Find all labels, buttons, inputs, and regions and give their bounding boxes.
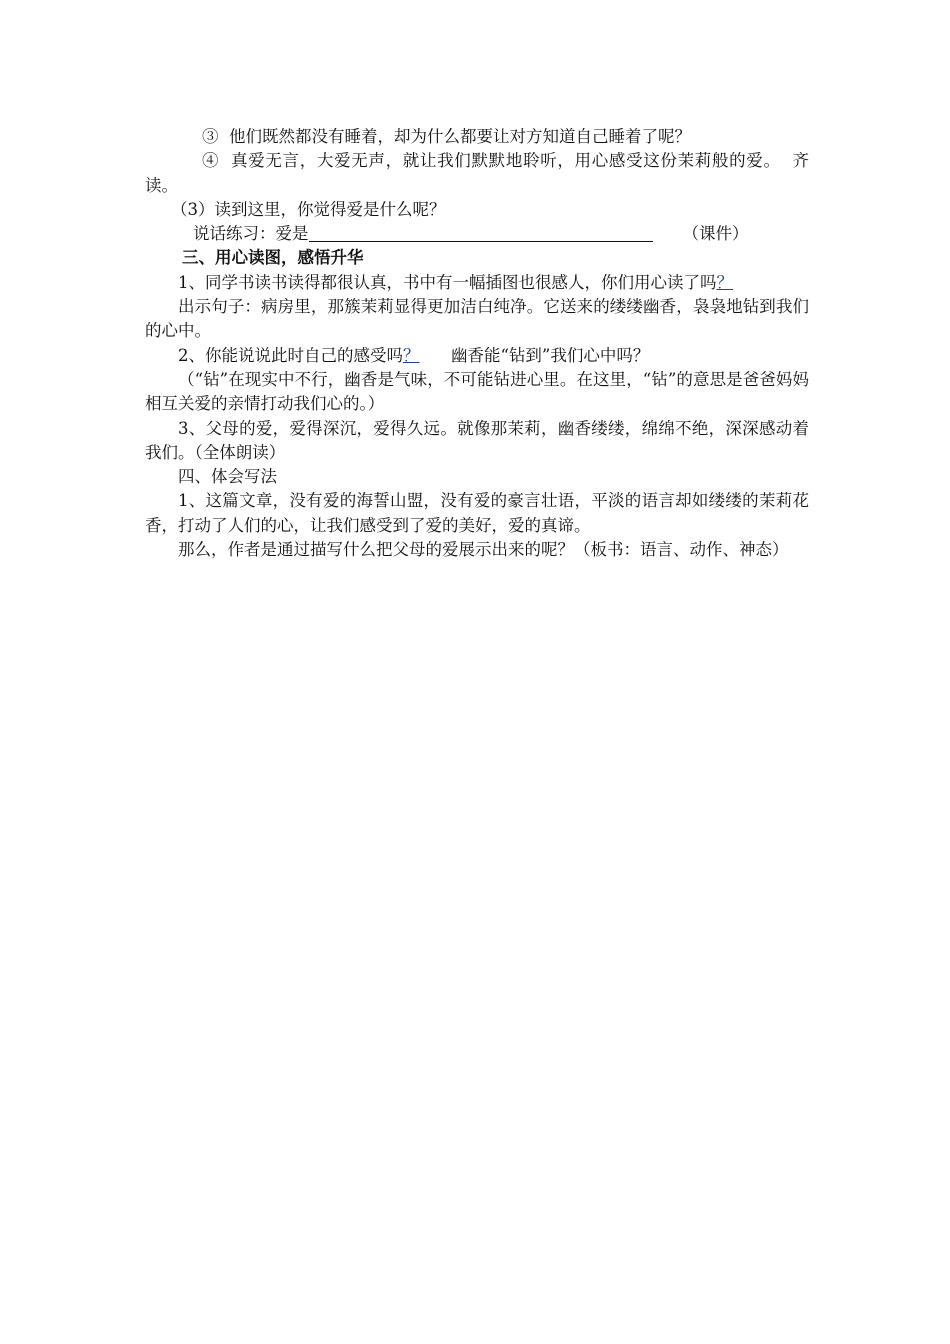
speaking-practice-label: 说话练习：爱是 (193, 224, 309, 244)
paragraph-2 (145, 344, 809, 368)
paragraph-4: 1、这篇文章，没有爱的海誓山盟，没有爱的豪言壮语，平淡的语言却如缕缕的茉莉花香，打动了人们的心，让我们感受到了爱的美好，爱的真谛。 (145, 491, 809, 535)
question-mark-link: ？ (716, 272, 733, 292)
courseware-note: （课件） (682, 224, 749, 244)
paragraph-quote: 出示句子：病房里，那簇茉莉显得更加洁白纯净。它送来的缕缕幽香，袅袅地钻到我们的心中。 (145, 297, 809, 341)
paragraph-1 (145, 271, 809, 295)
paragraph-2-question: 幽香能“钻到”我们心中吗？ (419, 345, 650, 365)
question-4-text: ④ 真爱无言，大爱无声，就让我们默默地聆听，用心感受这份茉莉般的爱。 齐读。 (145, 151, 809, 195)
question-3-line: ③ 他们既然都没有睡着，却为什么都要让对方知道自己睡着了呢？ (202, 127, 691, 146)
paragraph-explanation: （“钻”在现实中不行，幽香是气味，不可能钻进心里。在这里，“钻”的意思是爸爸妈妈相互关爱的亲情打动我们心的。） (145, 369, 809, 414)
document-body (145, 125, 809, 562)
question-4-paragraph (145, 149, 809, 198)
question-mark-link: ？ (403, 345, 420, 365)
paragraph-2-text: 2、你能说说此时自己的感受吗 (178, 345, 403, 365)
section-3-question: （3）读到这里，你觉得爱是什么呢？ (171, 199, 446, 219)
section-heading-4: 四、体会写法 (178, 467, 277, 487)
speaking-practice-line (145, 222, 809, 246)
section-heading-3: 三、用心读图，感悟升华 (182, 248, 364, 268)
fill-in-blank (309, 223, 653, 242)
paragraph-5: 那么，作者是通过描写什么把父母的爱展示出来的呢？（板书：语言、动作、神态） (178, 540, 789, 560)
paragraph-1-text: 1、同学书读书读得都很认真，书中有一幅插图也很感人，你们用心读了吗 (178, 272, 717, 292)
paragraph-3: 3、父母的爱，爱得深沉，爱得久远。就像那茉莉，幽香缕缕，绵绵不绝，深深感动着我们。（全体朗读） (145, 418, 809, 462)
